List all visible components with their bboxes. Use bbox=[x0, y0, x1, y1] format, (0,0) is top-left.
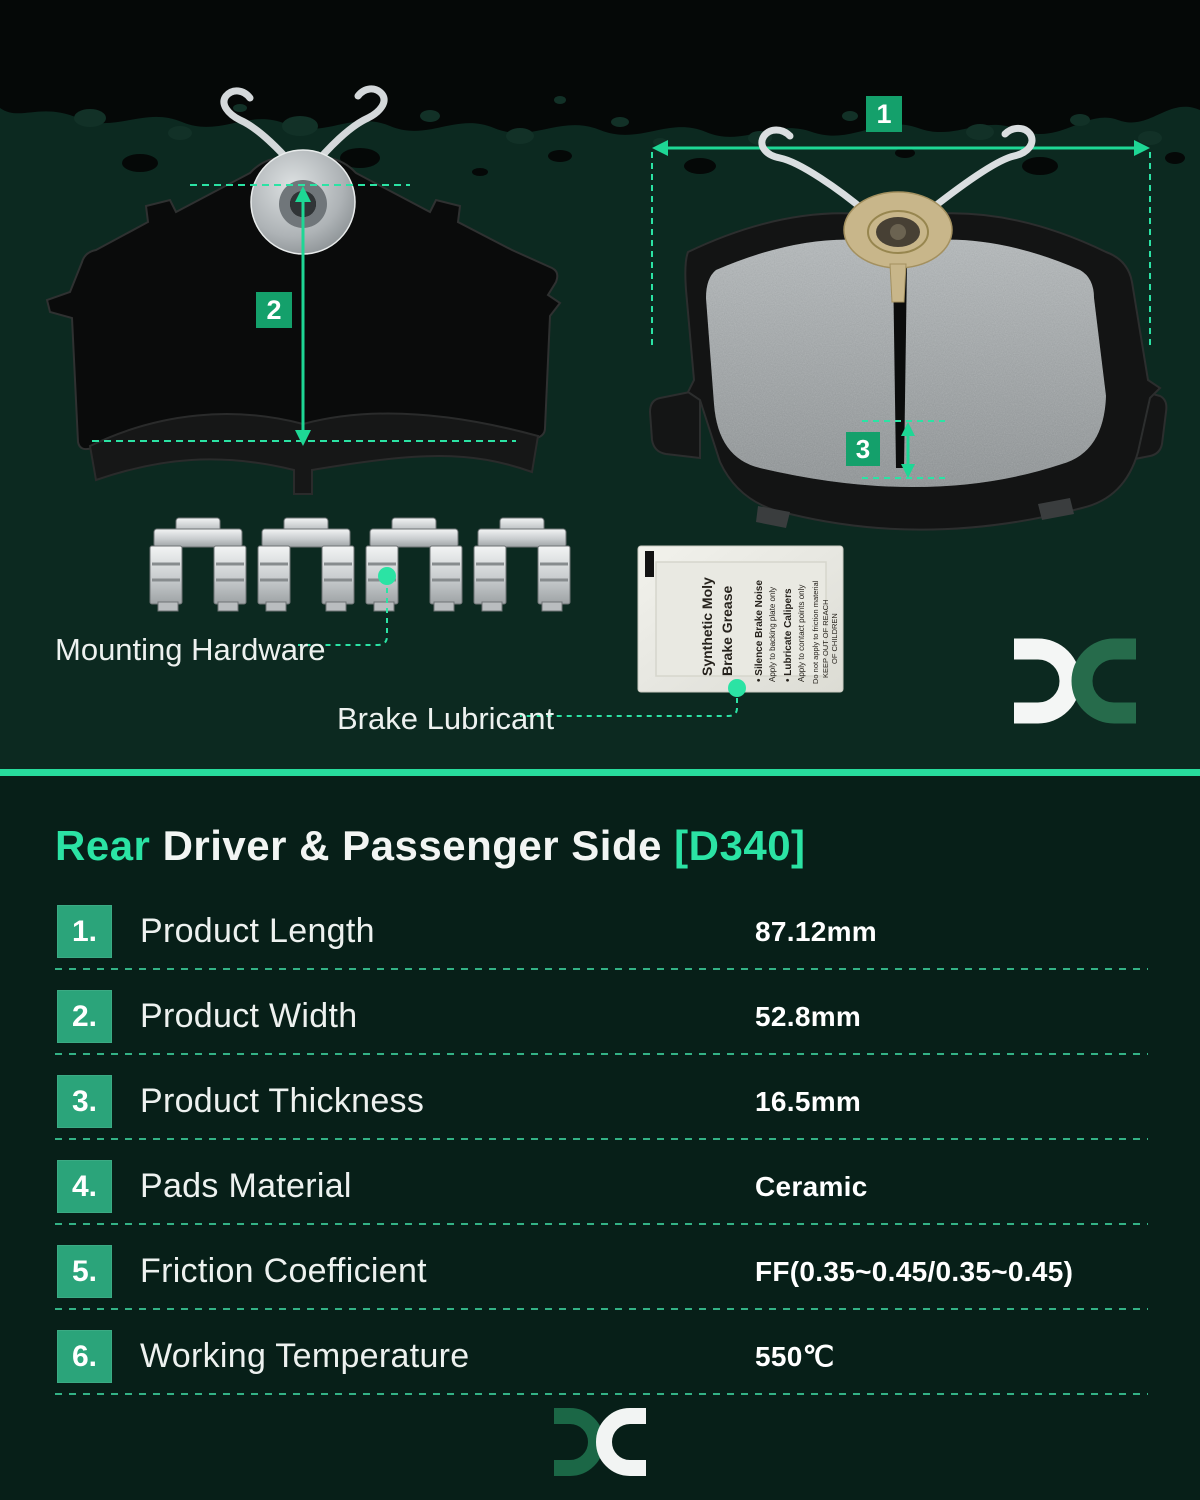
marker-2-number: 2 bbox=[266, 295, 282, 325]
spec-row-product-width bbox=[0, 990, 1200, 1075]
left-ear bbox=[650, 390, 700, 458]
row-divider bbox=[55, 1223, 1148, 1225]
row-divider bbox=[55, 1308, 1148, 1310]
row-number-badge: 5. bbox=[57, 1245, 112, 1298]
mounting-hardware-label: Mounting Hardware bbox=[55, 632, 326, 667]
packet-bullet-1-note: Apply to backing plate only bbox=[768, 586, 777, 682]
washer-tab bbox=[890, 264, 906, 302]
row-value: 550℃ bbox=[755, 1341, 835, 1372]
row-label: Working Temperature bbox=[140, 1337, 470, 1375]
logo-c-arc bbox=[604, 1416, 646, 1468]
spec-title-code: [D340] bbox=[674, 822, 806, 869]
packet-title-2: Brake Grease bbox=[719, 585, 735, 676]
row-divider bbox=[55, 968, 1148, 970]
row-divider bbox=[55, 1138, 1148, 1140]
packet-bullet-2: • Lubricate Calipers bbox=[783, 588, 794, 682]
row-number-badge: 6. bbox=[57, 1330, 112, 1383]
row-divider bbox=[55, 1053, 1148, 1055]
spec-row-working-temperature bbox=[0, 1330, 1200, 1415]
row-label: Product Length bbox=[140, 912, 375, 950]
marker-1-number: 1 bbox=[876, 99, 892, 129]
row-label: Friction Coefficient bbox=[140, 1252, 427, 1290]
spec-row-product-thickness bbox=[0, 1075, 1200, 1160]
marker-3-number: 3 bbox=[855, 434, 871, 464]
callout-dot bbox=[728, 679, 746, 697]
spec-title bbox=[55, 822, 806, 870]
brand-logo bbox=[540, 1406, 660, 1482]
spec-title-highlight: Rear bbox=[55, 822, 151, 869]
row-value: 16.5mm bbox=[755, 1086, 862, 1117]
row-value: Ceramic bbox=[755, 1171, 868, 1202]
packet-bullet-1: • Silence Brake Noise bbox=[754, 580, 765, 682]
row-value: 52.8mm bbox=[755, 1001, 862, 1032]
row-number-badge: 2. bbox=[57, 990, 112, 1043]
brake-lubricant-label: Brake Lubricant bbox=[337, 701, 555, 736]
row-number-badge: 1. bbox=[57, 905, 112, 958]
section-divider-bar bbox=[0, 769, 1200, 776]
logo-d-arc bbox=[554, 1416, 596, 1468]
row-number-badge: 3. bbox=[57, 1075, 112, 1128]
spec-row-product-length bbox=[0, 905, 1200, 990]
packet-caution-2: KEEP OUT OF REACH bbox=[821, 599, 830, 678]
spec-title-main: Driver & Passenger Side bbox=[150, 822, 675, 869]
row-label: Pads Material bbox=[140, 1167, 352, 1205]
packet-bullet-2-note: Apply to contact points only bbox=[797, 584, 806, 682]
row-value: FF(0.35~0.45/0.35~0.45) bbox=[755, 1256, 1074, 1287]
callout-dot bbox=[378, 567, 396, 585]
packet-caution-3: OF CHILDREN bbox=[830, 613, 839, 664]
row-number-badge: 4. bbox=[57, 1160, 112, 1213]
row-value: 87.12mm bbox=[755, 916, 877, 947]
packet-title-1: Synthetic Moly bbox=[699, 577, 715, 676]
packet-caution-1: Do not apply to friction material bbox=[811, 580, 820, 684]
row-label: Product Width bbox=[140, 997, 358, 1035]
row-divider bbox=[55, 1393, 1148, 1395]
spec-row-friction-coefficient bbox=[0, 1245, 1200, 1330]
packet-mark bbox=[645, 551, 654, 577]
row-label: Product Thickness bbox=[140, 1082, 425, 1120]
spec-row-pads-material bbox=[0, 1160, 1200, 1245]
